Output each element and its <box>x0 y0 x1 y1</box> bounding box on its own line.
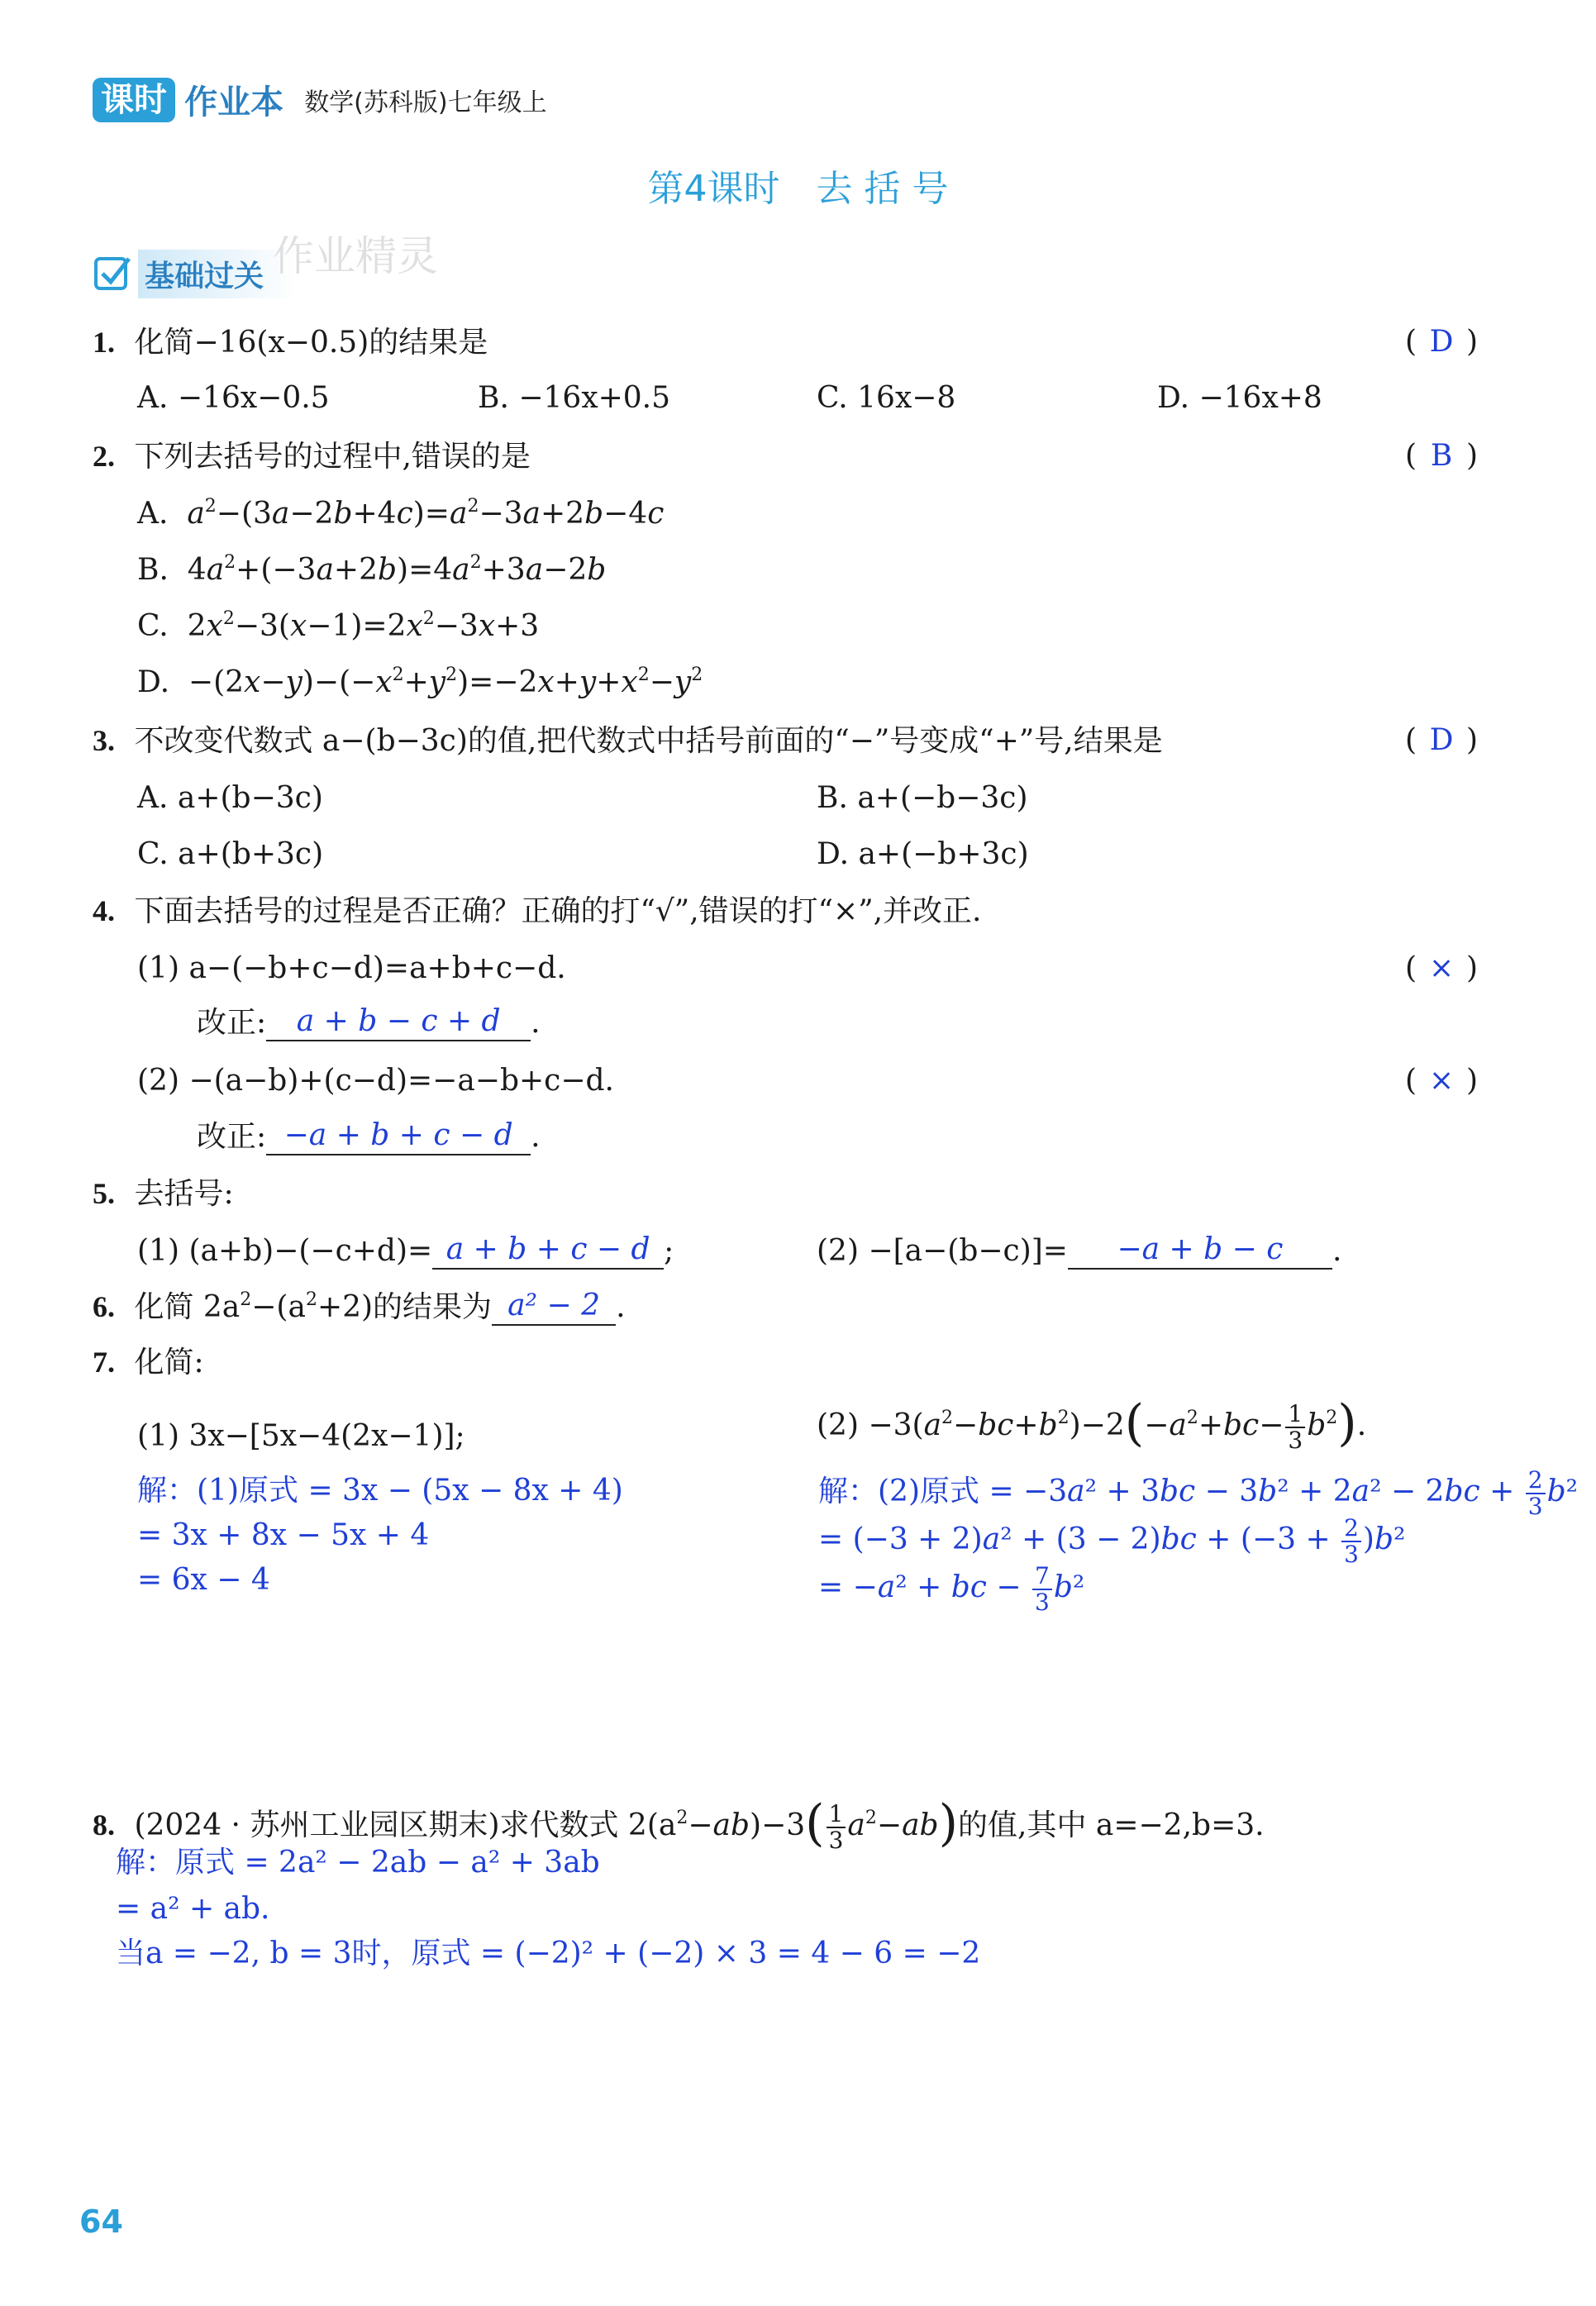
q1-option-a: A. −16x−0.5 <box>137 381 330 415</box>
q8-stem: 8. (2024 · 苏州工业园区期末)求代数式 $2(a^2-ab)-3$( $\frac{1}{3}$ $a^2-ab$)的值,其中 a=−2,b=3. <box>93 1794 1265 1854</box>
q3-option-d: D. a+(−b+3c) <box>817 837 1029 871</box>
checkbox-icon <box>93 252 134 297</box>
q1-option-c: C. 16x−8 <box>817 381 956 415</box>
q4-part2-fix: 改正: −a + b + c − d . <box>197 1118 541 1154</box>
q1-option-d: D. −16x+8 <box>1157 381 1322 415</box>
q4-part1-mark: ( × ) <box>1405 951 1479 985</box>
q7-solution2-line2: = (−3 + 2)a² + (3 − 2)bc + (−3 + $\frac{2}{3}$ )b² <box>818 1514 1406 1568</box>
lesson-title: 第4课时 去 括 号 <box>647 168 949 210</box>
q2-answer-bracket: ( B ) <box>1405 439 1479 473</box>
q8-solution-line3: 当a = −2, b = 3时，原式 = (−2)² + (−2) × 3 = 4 − 6 = −2 <box>116 1937 981 1970</box>
q6-stem: 6. 化简 $2a^2-(a^2+2)$的结果为 a² − 2 . <box>93 1289 626 1324</box>
q7-solution2-line1: 解：(2)原式 = −3a² + 3bc − 3b² + 2a² − 2bc + $\frac{2}{3}$ b² <box>818 1466 1579 1520</box>
q3-option-b: B. a+(−b−3c) <box>817 781 1028 815</box>
q7-solution1-line1: 解：(1)原式 = 3x − (5x − 8x + 4) <box>137 1474 623 1508</box>
q4-part2: (2) −(a−b)+(c−d)=−a−b+c−d. <box>137 1064 614 1098</box>
q1-answer-bracket: ( D ) <box>1405 325 1479 359</box>
subject-label: 数学(苏科版)七年级上 <box>304 88 547 117</box>
page-number: 64 <box>79 2204 123 2240</box>
q2-option-d: D. $-(2x-y)-(-x^2+y^2)=-2x+y+x^2-y^2$ <box>137 665 703 699</box>
q5-stem: 5. 去括号: <box>93 1177 234 1211</box>
section-label-text: 基础过关 <box>138 250 297 298</box>
q2-option-c: C. $2x^2-3(x-1)=2x^2-3x+3$ <box>137 608 540 643</box>
watermark: 作业精灵 <box>273 232 438 280</box>
q7-stem: 7. 化简: <box>93 1346 204 1379</box>
q8-solution-line2: = a² + ab. <box>116 1892 270 1926</box>
q5-part1: (1) (a+b)−(−c+d)= a + b + c − d ; <box>137 1232 674 1268</box>
q4-part1: (1) a−(−b+c−d)=a+b+c−d. <box>137 951 566 985</box>
q7-part1: (1) 3x−[5x−4(2x−1)]; <box>137 1419 465 1453</box>
q4-part2-mark: ( × ) <box>1405 1064 1479 1098</box>
q2-option-a: A. $a^2-(3a-2b+4c)=a^2-3a+2b-4c$ <box>137 496 665 531</box>
q7-part2: $(2) -3(a^2-bc+b^2)-2(-a^2+bc-$ $\frac{1}{3}$ $b^2$). <box>817 1394 1367 1454</box>
logo-badge: 课时 <box>93 78 175 122</box>
q3-answer-bracket: ( D ) <box>1405 723 1479 757</box>
q7-solution1-line3: = 6x − 4 <box>137 1563 270 1597</box>
q3-option-a: A. a+(b−3c) <box>137 781 323 815</box>
q2-stem: 2. 下列去括号的过程中,错误的是 <box>93 440 531 474</box>
header <box>93 76 547 126</box>
q7-solution2-line3: = −a² + bc − $\frac{7}{3}$ b² <box>818 1562 1085 1616</box>
q3-stem: 3. 不改变代数式 a−(b−3c)的值,把代数式中括号前面的“−”号变成“+”号,结果是 <box>93 724 1163 758</box>
q2-option-b: B. $4a^2+(-3a+2b)=4a^2+3a-2b$ <box>137 552 607 587</box>
q1-option-b: B. −16x+0.5 <box>478 381 671 415</box>
q8-solution-line1: 解：原式 = 2a² − 2ab − a² + 3ab <box>116 1846 600 1880</box>
section-label <box>93 250 297 296</box>
book-title: 作业本 <box>184 83 284 121</box>
q1-stem: 1. 化简−16(x−0.5)的结果是 <box>93 326 488 360</box>
q5-part2: (2) −[a−(b−c)]= −a + b − c . <box>817 1232 1342 1268</box>
q3-option-c: C. a+(b+3c) <box>137 837 324 871</box>
q4-stem: 4. 下面去括号的过程是否正确？正确的打“√”,错误的打“×”,并改正. <box>93 894 982 928</box>
q4-part1-fix: 改正: a + b − c + d . <box>197 1004 541 1040</box>
q7-solution1-line2: = 3x + 8x − 5x + 4 <box>137 1518 430 1552</box>
